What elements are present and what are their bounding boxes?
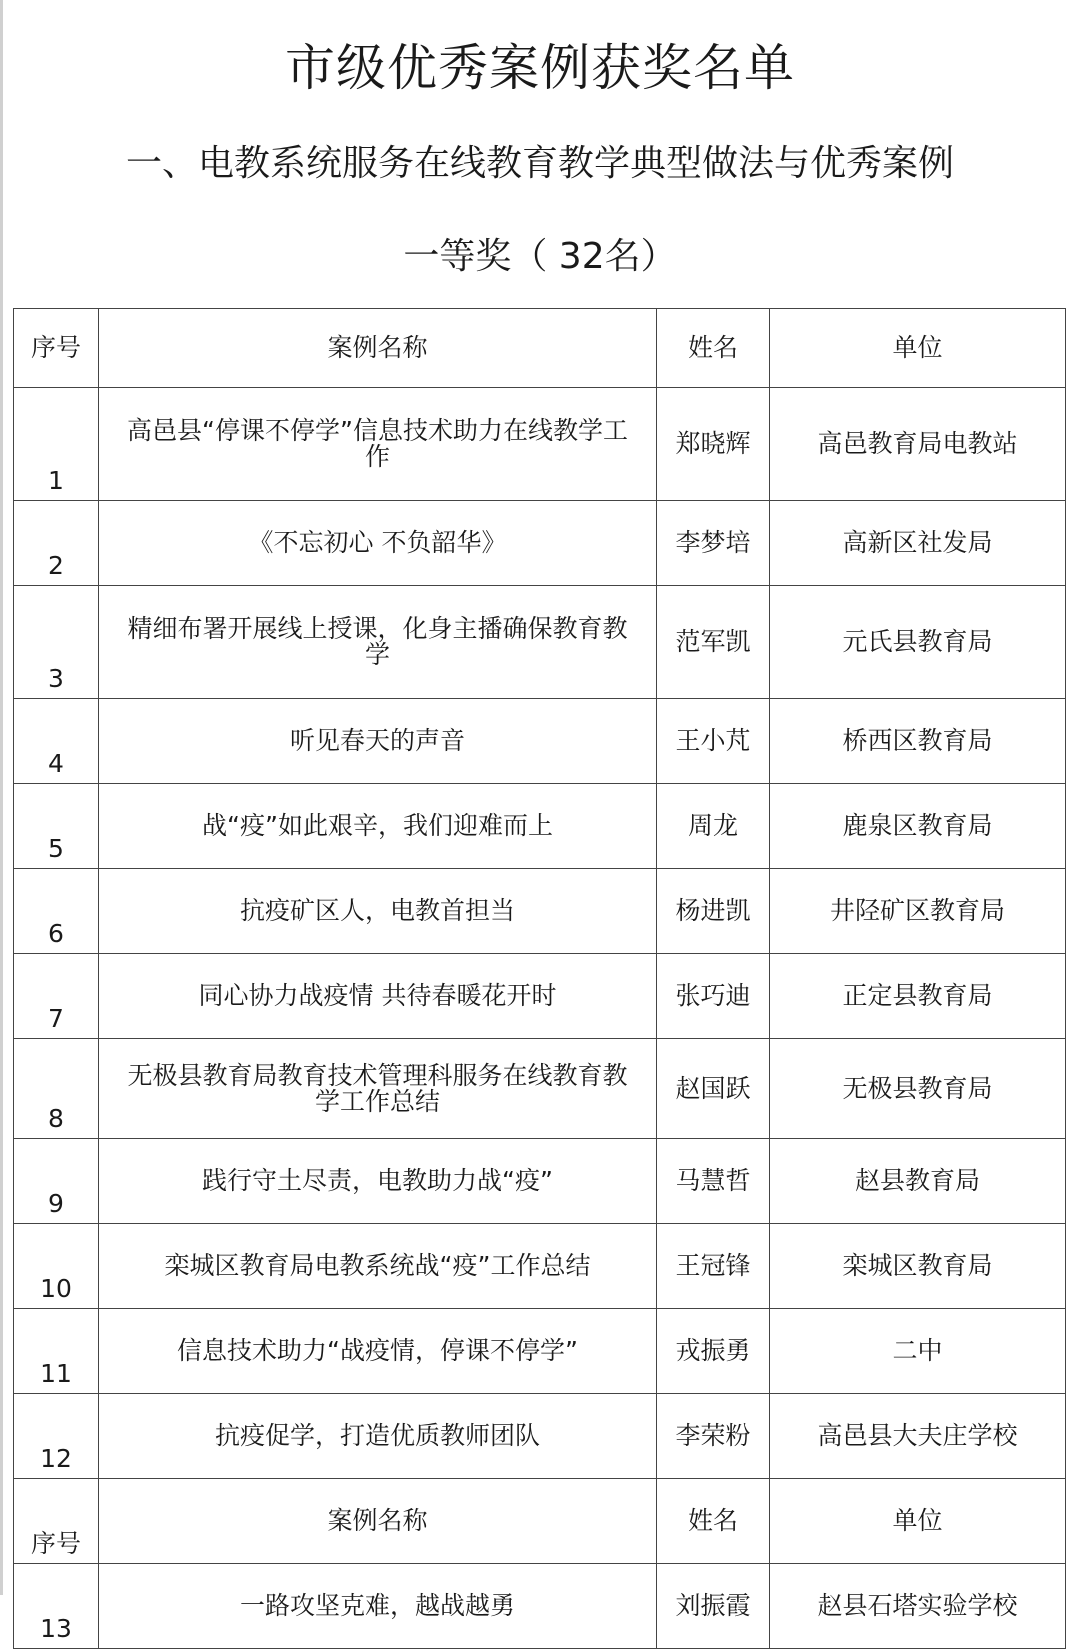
table-row (14, 954, 1066, 1039)
row-name: 范军凯 (657, 586, 770, 699)
row-case-text: 无极县教育局教育技术管理科服务在线教育教学工作总结 (127, 1060, 628, 1116)
row-name: 郑晓辉 (657, 388, 770, 501)
table-row (14, 1394, 1066, 1479)
row-name: 刘振霞 (657, 1564, 770, 1649)
row-no: 10 (14, 1224, 99, 1309)
table-header-row-repeat (14, 1479, 1066, 1564)
row-case-text: 同心协力战疫情 共待春暖花开时 (198, 981, 557, 1010)
table-row (14, 1139, 1066, 1224)
header-name: 姓名 (657, 1479, 770, 1564)
row-case-text: 听见春天的声音 (289, 726, 465, 755)
row-unit: 高新区社发局 (770, 501, 1066, 586)
row-unit: 赵县石塔实验学校 (770, 1564, 1066, 1649)
header-unit: 单位 (770, 309, 1066, 388)
award-heading: 一等奖（ 32名） (403, 236, 677, 277)
row-case (99, 699, 657, 784)
row-unit: 元氏县教育局 (770, 586, 1066, 699)
header-case: 案例名称 (99, 1479, 657, 1564)
row-unit: 二中 (770, 1309, 1066, 1394)
row-unit: 鹿泉区教育局 (770, 784, 1066, 869)
header-case: 案例名称 (99, 309, 657, 388)
header-no: 序号 (14, 1479, 99, 1564)
row-case-text: 战“疫”如此艰辛，我们迎难而上 (202, 811, 553, 840)
table-row (14, 388, 1066, 501)
row-name: 马慧哲 (657, 1139, 770, 1224)
row-case (99, 954, 657, 1039)
row-no: 4 (14, 699, 99, 784)
row-no: 9 (14, 1139, 99, 1224)
table-row (14, 1309, 1066, 1394)
page-title: 市级优秀案例获奖名单 (285, 39, 795, 97)
table-row (14, 784, 1066, 869)
row-name: 张巧迪 (657, 954, 770, 1039)
row-no: 12 (14, 1394, 99, 1479)
row-case (99, 1224, 657, 1309)
table-row (14, 869, 1066, 954)
table-row (14, 501, 1066, 586)
table-row (14, 1224, 1066, 1309)
row-case-text: 抗疫促学，打造优质教师团队 (214, 1421, 540, 1450)
row-case (99, 1564, 657, 1649)
row-name: 李梦培 (657, 501, 770, 586)
row-case (99, 784, 657, 869)
header-name: 姓名 (657, 309, 770, 388)
row-unit: 正定县教育局 (770, 954, 1066, 1039)
row-case-text: 栾城区教育局电教系统战“疫”工作总结 (164, 1251, 591, 1280)
row-unit: 高邑教育局电教站 (770, 388, 1066, 501)
row-unit: 井陉矿区教育局 (770, 869, 1066, 954)
row-case (99, 1394, 657, 1479)
row-no: 1 (14, 388, 99, 501)
row-name: 周龙 (657, 784, 770, 869)
table-row (14, 1564, 1066, 1649)
row-unit: 赵县教育局 (770, 1139, 1066, 1224)
row-name: 杨进凯 (657, 869, 770, 954)
row-no: 13 (14, 1564, 99, 1649)
row-no: 6 (14, 869, 99, 954)
row-case (99, 586, 657, 699)
row-case-text: 精细布署开展线上授课，化身主播确保教育教学 (127, 614, 628, 669)
row-case-text: 践行守土尽责，电教助力战“疫” (202, 1166, 553, 1195)
row-no: 2 (14, 501, 99, 586)
section-subtitle: 一、电教系统服务在线教育教学典型做法与优秀案例 (125, 143, 954, 184)
row-name: 赵国跃 (657, 1039, 770, 1139)
row-case-text: 《不忘初心 不负韶华》 (248, 528, 507, 557)
row-case (99, 1139, 657, 1224)
row-no: 8 (14, 1039, 99, 1139)
row-case-text: 一路攻坚克难，越战越勇 (239, 1591, 515, 1620)
row-no: 11 (14, 1309, 99, 1394)
row-case-text: 信息技术助力“战疫情，停课不停学” (177, 1336, 578, 1365)
row-case-text: 高邑县“停课不停学”信息技术助力在线教学工作 (127, 416, 628, 471)
table-header-row (14, 309, 1066, 388)
row-no: 5 (14, 784, 99, 869)
table-row (14, 699, 1066, 784)
award-table (13, 308, 1066, 1649)
row-case (99, 869, 657, 954)
row-no: 7 (14, 954, 99, 1039)
row-case (99, 1039, 657, 1139)
row-case (99, 501, 657, 586)
table-row (14, 1039, 1066, 1139)
row-unit: 无极县教育局 (770, 1039, 1066, 1139)
header-no: 序号 (14, 309, 99, 388)
row-case-text: 抗疫矿区人，电教首担当 (239, 896, 515, 925)
row-unit: 高邑县大夫庄学校 (770, 1394, 1066, 1479)
row-case (99, 1309, 657, 1394)
row-unit: 栾城区教育局 (770, 1224, 1066, 1309)
row-unit: 桥西区教育局 (770, 699, 1066, 784)
row-name: 王小芃 (657, 699, 770, 784)
row-name: 王冠锋 (657, 1224, 770, 1309)
row-name: 戎振勇 (657, 1309, 770, 1394)
row-no: 3 (14, 586, 99, 699)
row-case (99, 388, 657, 501)
header-unit: 单位 (770, 1479, 1066, 1564)
row-name: 李荣粉 (657, 1394, 770, 1479)
table-row (14, 586, 1066, 699)
